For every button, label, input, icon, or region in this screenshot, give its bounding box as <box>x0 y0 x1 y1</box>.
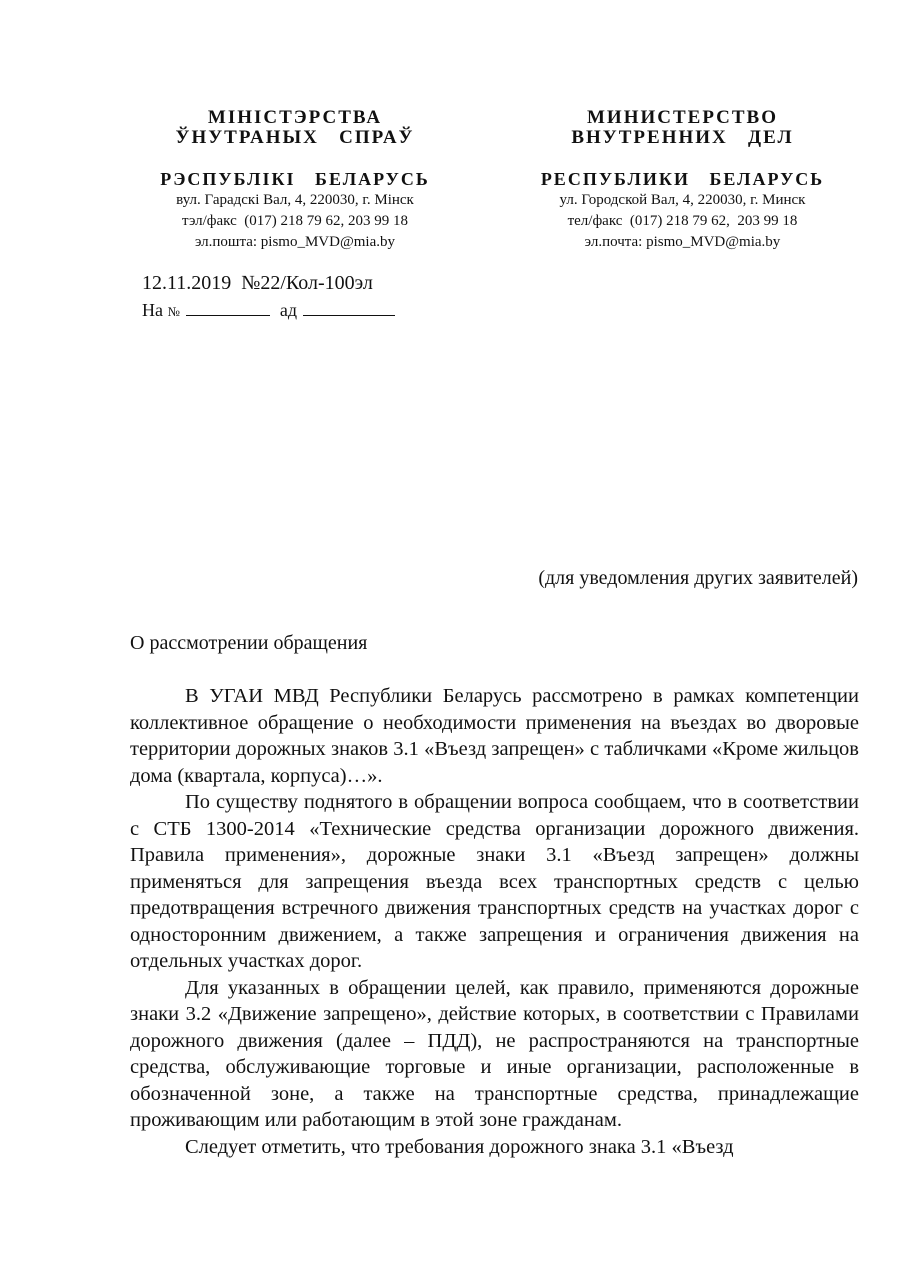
letter-subject: О рассмотрении обращения <box>130 632 368 654</box>
ministry-name-be <box>130 108 460 148</box>
ministry-line-2: ЎНУТРАНЫХ СПРАЎ <box>175 127 415 148</box>
addressee-note: (для уведомления других заявителей) <box>538 567 858 589</box>
reference-number-blank <box>186 299 270 316</box>
republic-name-be: РЭСПУБЛІКІ БЕЛАРУСЬ <box>160 169 430 189</box>
ministry-line-1: МИНИСТЕРСТВО <box>586 107 779 128</box>
registration-number: №22/Кол-100эл <box>241 272 373 294</box>
address-be: вул. Гарадскі Вал, 4, 220030, г. Мінск <box>176 192 414 208</box>
email-ru: эл.почта: pismo_MVD@mia.by <box>584 234 781 250</box>
letterhead-belarusian <box>130 108 460 253</box>
ministry-name-ru <box>510 108 855 148</box>
reference-line <box>142 298 395 324</box>
reference-label: На <box>142 300 163 320</box>
reference-date-blank <box>303 299 395 316</box>
phone-be: тэл/факс (017) 218 79 62, 203 99 18 <box>182 213 408 229</box>
ministry-line-2: ВНУТРЕННИХ ДЕЛ <box>571 127 794 148</box>
letter-body <box>130 683 859 1160</box>
body-paragraph: По существу поднятого в обращении вопроса сообщаем, что в соответствии с СТБ 1300-2014 «Технические средства организации дорожного движения. Правила применения», дорожные знаки 3.1 «Въезд запрещен» должны применяться для запрещения въезда всех транспортных средств с целью предотвращения встречного движения транспортных средств на участках дорог с односторонним движением, а также запрещения и ограничения движения на отдельных участках дорог. <box>130 791 859 972</box>
body-paragraph: Для указанных в обращении целей, как правило, применяются дорожные знаки 3.2 «Движение запрещено», действие которых, в соответствии с Правилами дорожного движения (далее – ПДД), не распространяются на транспортные средства, обслуживающие торговые и иные организации, расположенные в обозначенной зоне, а также на транспортные средства, принадлежащие проживающим или работающим в этой зоне гражданам. <box>130 976 859 1131</box>
body-paragraph: В УГАИ МВД Республики Беларусь рассмотрено в рамках компетенции коллективное обращение о необходимости применения на въездах во дворовые территории дорожных знаков 3.1 «Въезд запрещен» с табличками «Кроме жильцов дома (квартала, корпуса)…». <box>130 685 859 787</box>
republic-name-ru: РЕСПУБЛИКИ БЕЛАРУСЬ <box>540 169 825 189</box>
number-sign: № <box>167 304 180 319</box>
email-be: эл.пошта: pismo_MVD@mia.by <box>194 234 396 250</box>
letterhead-russian <box>510 108 855 253</box>
body-paragraph: Следует отметить, что требования дорожного знака 3.1 «Въезд <box>185 1135 734 1158</box>
registration-date: 12.11.2019 <box>142 272 232 294</box>
registration-date-number <box>142 271 373 295</box>
phone-ru: тел/факс (017) 218 79 62, 203 99 18 <box>567 213 798 229</box>
address-ru: ул. Городской Вал, 4, 220030, г. Минск <box>559 192 806 208</box>
reference-date-label: ад <box>279 300 298 320</box>
ministry-line-1: МІНІСТЭРСТВА <box>207 107 383 128</box>
